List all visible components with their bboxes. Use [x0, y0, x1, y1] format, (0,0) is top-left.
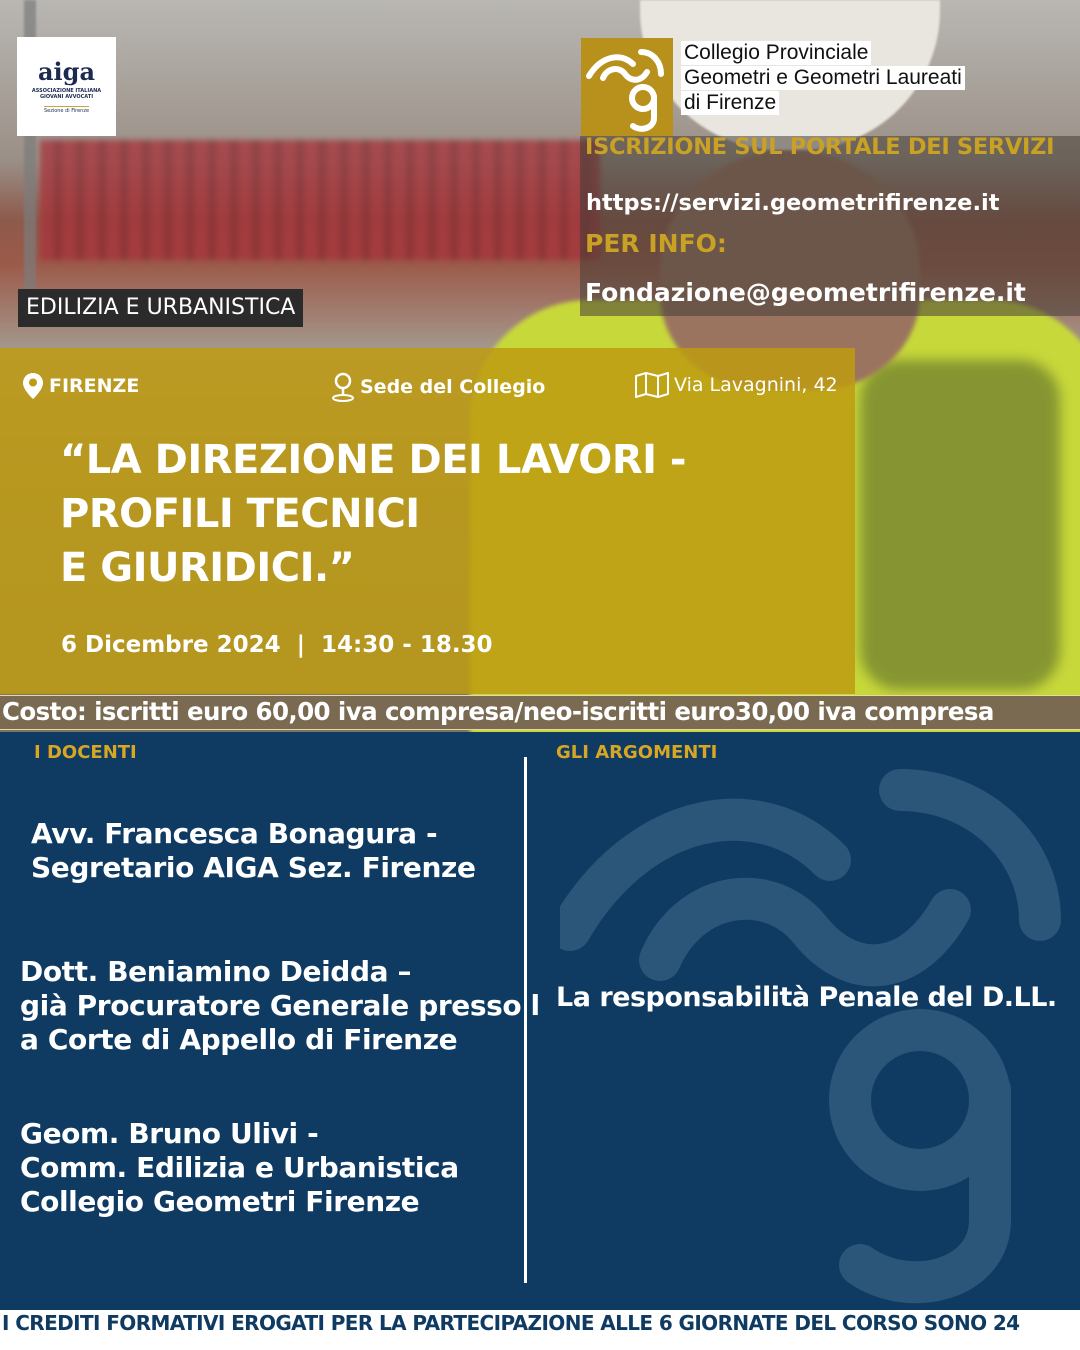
event-venue	[330, 372, 545, 402]
teacher-2-name: Dott. Beniamino Deidda –	[20, 955, 412, 988]
registration-title: ISCRIZIONE SUL PORTALE DEI SERVIZI	[585, 134, 1055, 160]
category-tag: EDILIZIA E URBANISTICA	[18, 289, 303, 327]
event-date-time: 6 Dicembre 2024 | 14:30 - 18.30	[61, 632, 493, 658]
photo-red-structure	[40, 140, 600, 260]
collegio-line-1: Collegio Provinciale	[681, 41, 871, 65]
cost-text: Costo: iscritti euro 60,00 iva compresa/neo-iscritti euro30,00 iva compresa	[2, 697, 994, 726]
map-icon	[634, 372, 670, 398]
event-address	[634, 372, 838, 398]
registration-url-link[interactable]: https://servizi.geometrifirenze.it	[586, 190, 1000, 216]
collegio-monogram-icon	[581, 38, 673, 136]
info-email-link[interactable]: Fondazione@geometrifirenze.it	[585, 278, 1026, 307]
photo-vest-shadow	[860, 360, 1060, 690]
collegio-line-3: di Firenze	[681, 91, 779, 115]
aiga-logo-subtitle: ASSOCIAZIONE ITALIANA GIOVANI AVVOCATI	[31, 87, 102, 100]
event-venue-label: Sede del Collegio	[360, 376, 546, 398]
map-marker-icon	[330, 372, 356, 402]
event-city	[22, 372, 139, 400]
collegio-line-2: Geometri e Geometri Laureati	[681, 66, 965, 90]
location-pin-icon	[22, 372, 44, 400]
event-title-line-3: E GIURIDICI.”	[60, 545, 355, 591]
event-title-line-1: “LA DIREZIONE DEI LAVORI -	[60, 437, 687, 483]
collegio-logo-mark	[581, 38, 673, 136]
teacher-1	[31, 817, 476, 885]
collegio-watermark-icon	[560, 740, 1080, 1310]
event-city-label: FIRENZE	[49, 375, 140, 397]
topic-item: La responsabilità Penale del D.LL.	[556, 982, 1057, 1013]
teacher-1-role: Segretario AIGA Sez. Firenze	[31, 851, 476, 884]
teacher-3-role: Comm. Edilizia e Urbanistica	[20, 1151, 459, 1184]
aiga-logo-word: aiga	[38, 56, 95, 86]
footer-credits-text: I CREDITI FORMATIVI EROGATI PER LA PARTECIPAZIONE ALLE 6 GIORNATE DEL CORSO SONO 24	[2, 1311, 1020, 1335]
event-address-label: Via Lavagnini, 42	[674, 374, 838, 396]
teacher-3-name: Geom. Bruno Ulivi -	[20, 1117, 319, 1150]
event-title-line-2: PROFILI TECNICI	[60, 491, 420, 537]
aiga-logo	[17, 37, 116, 136]
topics-heading: GLI ARGOMENTI	[556, 742, 718, 763]
event-title	[60, 433, 820, 595]
teacher-3	[20, 1117, 459, 1219]
teacher-2-role-cont: a Corte di Appello di Firenze	[20, 1023, 458, 1056]
info-label: PER INFO:	[585, 229, 727, 258]
teacher-2-role: già Procuratore Generale presso l	[20, 989, 540, 1022]
collegio-logo-text	[681, 41, 965, 116]
teachers-heading: I DOCENTI	[34, 742, 137, 763]
aiga-logo-section: Sezione di Firenze	[43, 107, 90, 114]
teacher-2	[20, 955, 540, 1057]
teacher-1-name: Avv. Francesca Bonagura -	[31, 817, 438, 850]
teacher-3-role-cont: Collegio Geometri Firenze	[20, 1185, 420, 1218]
